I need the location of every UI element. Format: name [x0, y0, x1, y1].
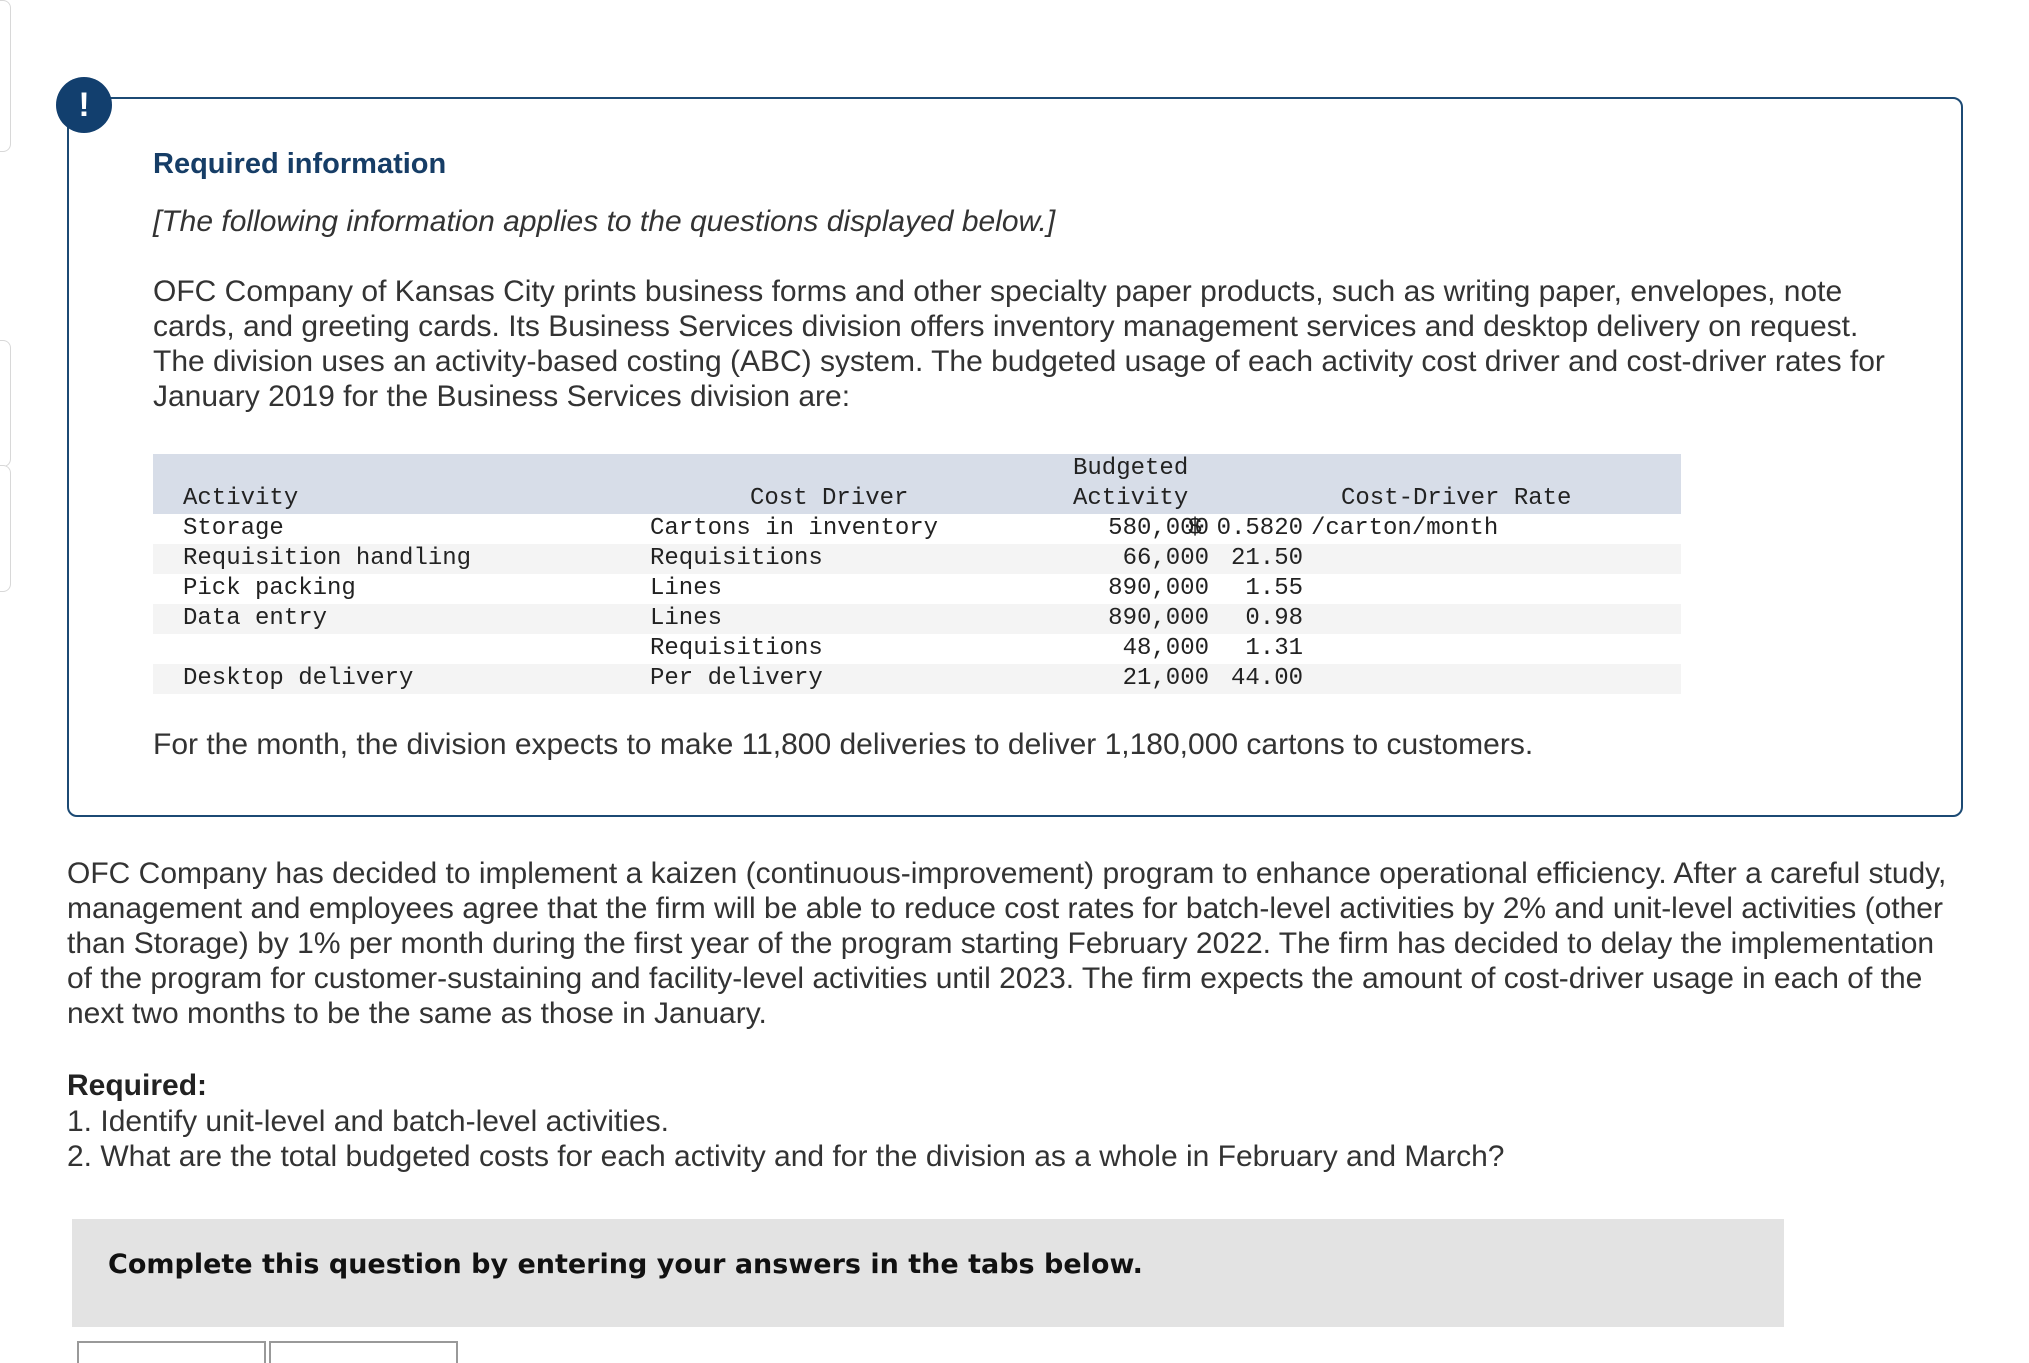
kaizen-paragraph: OFC Company has decided to implement a kaizen (continuous-improvement) program to enhance operational efficiency. After a careful study, management and employees agree that the firm will be able to reduce cost rates for batch-level activities by 2% and unit-level activities (other than Storage) by 1% per month during the first year of the program starting February 2022. The firm has decided to delay the implementation of the program for customer-sustaining and facility-level activities until 2023. The firm expects the amount of cost-driver usage in each of the next two months to be the same as those in January.	[67, 857, 1947, 1030]
row-activity: Requisition handling	[183, 545, 472, 572]
row-driver: Requisitions	[650, 635, 823, 662]
row-budgeted: 66,000	[1122, 545, 1209, 572]
intro-paragraph: OFC Company of Kansas City prints business forms and other specialty paper products, such as writing paper, envelopes, note cards, and greeting cards. Its Business Services division offers inventory management services and desktop delivery on request. The division uses an activity-based costing (ABC) system. The budgeted usage of each activity cost driver and cost-driver rates for January 2019 for the Business Services division are:	[153, 275, 1885, 413]
row-budgeted: 580,000	[1108, 515, 1209, 542]
header-activity-2: Activity	[1073, 485, 1189, 512]
header-cost-driver: Cost Driver	[750, 485, 909, 512]
side-panel-edge	[0, 465, 11, 592]
complete-instruction: Complete this question by entering your answers in the tabs below.	[108, 1249, 1143, 1280]
row-budgeted: 21,000	[1122, 665, 1209, 692]
row-activity: Desktop delivery	[183, 665, 414, 692]
complete-instruction-box	[72, 1219, 1784, 1327]
required-item-2: 2. What are the total budgeted costs for each activity and for the division as a whole in February and March?	[67, 1140, 1505, 1173]
table-row	[153, 634, 1681, 664]
header-cost-driver-rate: Cost-Driver Rate	[1341, 485, 1572, 512]
required-item-1: 1. Identify unit-level and batch-level activities.	[67, 1105, 669, 1138]
side-panel-edge	[0, 340, 11, 467]
row-driver: Lines	[650, 605, 723, 632]
table-row	[153, 664, 1681, 694]
row-driver: Requisitions	[650, 545, 823, 572]
row-rate: 21.50	[1230, 545, 1303, 572]
answer-tab-2[interactable]	[269, 1341, 458, 1363]
table-row	[153, 514, 1681, 544]
row-rate: 44.00	[1230, 665, 1303, 692]
row-activity: Pick packing	[183, 575, 356, 602]
row-rate-unit: /carton/month	[1311, 515, 1499, 542]
row-activity: Data entry	[183, 605, 328, 632]
row-activity: Storage	[183, 515, 284, 542]
row-rate: $ 0.5820	[1187, 515, 1303, 542]
side-panel-edge	[0, 0, 11, 152]
row-rate: 0.98	[1245, 605, 1303, 632]
applies-note: [The following information applies to the questions displayed below.]	[153, 205, 1056, 238]
row-driver: Lines	[650, 575, 723, 602]
abc-table-header	[153, 454, 1681, 514]
row-budgeted: 890,000	[1108, 575, 1209, 602]
table-row	[153, 574, 1681, 604]
required-label: Required:	[67, 1069, 208, 1102]
table-row	[153, 544, 1681, 574]
row-driver: Per delivery	[650, 665, 823, 692]
header-activity: Activity	[183, 485, 299, 512]
alert-icon: !	[56, 77, 112, 133]
month-note: For the month, the division expects to make 11,800 deliveries to deliver 1,180,000 cartons to customers.	[153, 728, 1534, 761]
abc-table	[153, 454, 1681, 694]
required-information-title: Required information	[153, 148, 447, 180]
table-row	[153, 604, 1681, 634]
answer-tab-1[interactable]	[77, 1341, 266, 1363]
row-driver: Cartons in inventory	[650, 515, 939, 542]
header-budgeted: Budgeted	[1073, 455, 1189, 482]
row-budgeted: 890,000	[1108, 605, 1209, 632]
row-budgeted: 48,000	[1122, 635, 1209, 662]
row-rate: 1.55	[1245, 575, 1303, 602]
row-rate: 1.31	[1245, 635, 1303, 662]
